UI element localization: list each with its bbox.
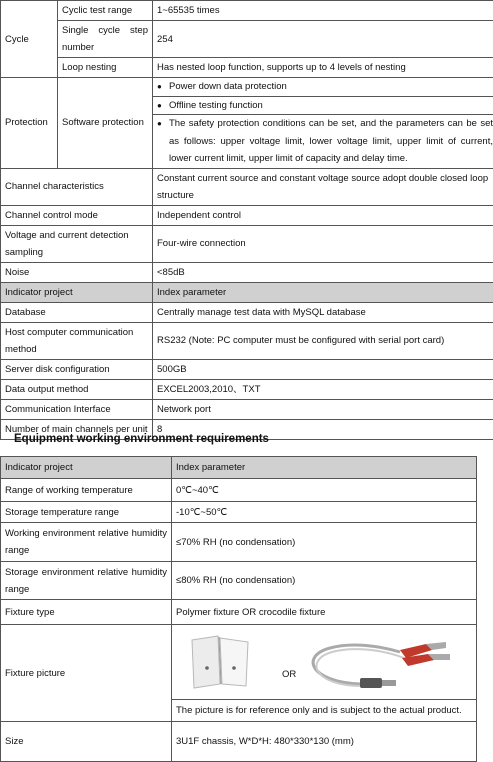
fixture-images bbox=[172, 625, 477, 700]
table-row bbox=[1, 262, 493, 282]
value-cell: 254 bbox=[153, 21, 493, 58]
value-cell: 1~65535 times bbox=[153, 1, 493, 21]
table-row bbox=[1, 78, 493, 169]
table-row bbox=[1, 625, 477, 700]
value-cell: Four-wire connection bbox=[153, 225, 493, 262]
value-cell: EXCEL2003,2010、TXT bbox=[153, 379, 493, 399]
param-cell: Channel control mode bbox=[1, 205, 153, 225]
table-header-row bbox=[1, 457, 477, 479]
value-cell: RS232 (Note: PC computer must be configured with serial port card) bbox=[153, 322, 493, 359]
or-text: OR bbox=[282, 666, 296, 683]
value-cell: ≤70% RH (no condensation) bbox=[172, 523, 477, 562]
protection-label: Protection bbox=[1, 78, 58, 169]
table-row bbox=[1, 302, 493, 322]
param-cell: Noise bbox=[1, 262, 153, 282]
table-row bbox=[1, 379, 493, 399]
fixture-picture-label: Fixture picture bbox=[1, 625, 172, 722]
crocodile-fixture-image bbox=[300, 638, 460, 694]
table-row bbox=[1, 322, 493, 359]
param-cell: Loop nesting bbox=[58, 58, 153, 78]
param-cell: Size bbox=[1, 722, 172, 762]
polymer-fixture-image bbox=[186, 634, 256, 690]
table-row bbox=[1, 1, 493, 21]
table-row bbox=[1, 523, 477, 562]
value-cell: <85dB bbox=[153, 262, 493, 282]
value-cell: 3U1F chassis, W*D*H: 480*330*130 (mm) bbox=[172, 722, 477, 762]
param-cell: Number of main channels per unit bbox=[1, 419, 153, 439]
table-row bbox=[1, 205, 493, 225]
value-cell: Independent control bbox=[153, 205, 493, 225]
param-cell: Storage temperature range bbox=[1, 502, 172, 523]
param-cell: Voltage and current detection sampling bbox=[1, 225, 153, 262]
param-cell: Range of working temperature bbox=[1, 479, 172, 502]
param-cell: Channel characteristics bbox=[1, 168, 153, 205]
table-row bbox=[1, 502, 477, 523]
value-cell: ≤80% RH (no condensation) bbox=[172, 562, 477, 600]
table-row bbox=[1, 562, 477, 600]
param-cell: Cyclic test range bbox=[58, 1, 153, 21]
value-cell: 8 bbox=[153, 419, 493, 439]
param-cell: Host computer communication method bbox=[1, 322, 153, 359]
value-cell: Constant current source and constant voltage source adopt double closed loop structure bbox=[153, 168, 493, 205]
value-cell: Network port bbox=[153, 399, 493, 419]
software-protection-label: Software protection bbox=[58, 78, 153, 169]
table-row bbox=[1, 359, 493, 379]
list-item: ● Power down data protection bbox=[153, 78, 493, 97]
section-title: Equipment working environment requirements bbox=[14, 433, 269, 445]
param-cell: Fixture type bbox=[1, 600, 172, 625]
cycle-label: Cycle bbox=[1, 1, 58, 78]
header-cell: Indicator project bbox=[1, 457, 172, 479]
value-cell: Centrally manage test data with MySQL database bbox=[153, 302, 493, 322]
environment-table bbox=[0, 456, 477, 762]
table-row bbox=[1, 225, 493, 262]
param-cell: Single cycle step number bbox=[58, 21, 153, 58]
value-cell: Has nested loop function, supports up to 4 levels of nesting bbox=[153, 58, 493, 78]
table-row bbox=[1, 600, 477, 625]
param-cell: Server disk configuration bbox=[1, 359, 153, 379]
header-cell: Index parameter bbox=[153, 282, 493, 302]
value-cell: Polymer fixture OR crocodile fixture bbox=[172, 600, 477, 625]
table-row bbox=[1, 399, 493, 419]
param-cell: Data output method bbox=[1, 379, 153, 399]
value-cell: -10℃~50℃ bbox=[172, 502, 477, 523]
header-cell: Index parameter bbox=[172, 457, 477, 479]
param-cell: Database bbox=[1, 302, 153, 322]
table-row bbox=[1, 479, 477, 502]
value-cell: 500GB bbox=[153, 359, 493, 379]
table-row bbox=[1, 168, 493, 205]
table-row bbox=[1, 21, 493, 58]
param-cell: Communication Interface bbox=[1, 399, 153, 419]
list-item: ● Offline testing function bbox=[153, 97, 493, 116]
protection-items bbox=[153, 78, 493, 169]
header-cell: Indicator project bbox=[1, 282, 153, 302]
param-cell: Storage environment relative humidity range bbox=[1, 562, 172, 600]
value-cell: 0℃~40℃ bbox=[172, 479, 477, 502]
picture-note: The picture is for reference only and is subject to the actual product. bbox=[172, 700, 477, 722]
table-row bbox=[1, 722, 477, 762]
table-row bbox=[1, 58, 493, 78]
table-header-row bbox=[1, 282, 493, 302]
list-item: ● The safety protection conditions can be set, and the parameters can be set as follows: upper voltage limit, lower voltage limit, upper limit of current, lower current limit, upper limit of capacity and delay time. bbox=[153, 115, 493, 168]
param-cell: Working environment relative humidity range bbox=[1, 523, 172, 562]
